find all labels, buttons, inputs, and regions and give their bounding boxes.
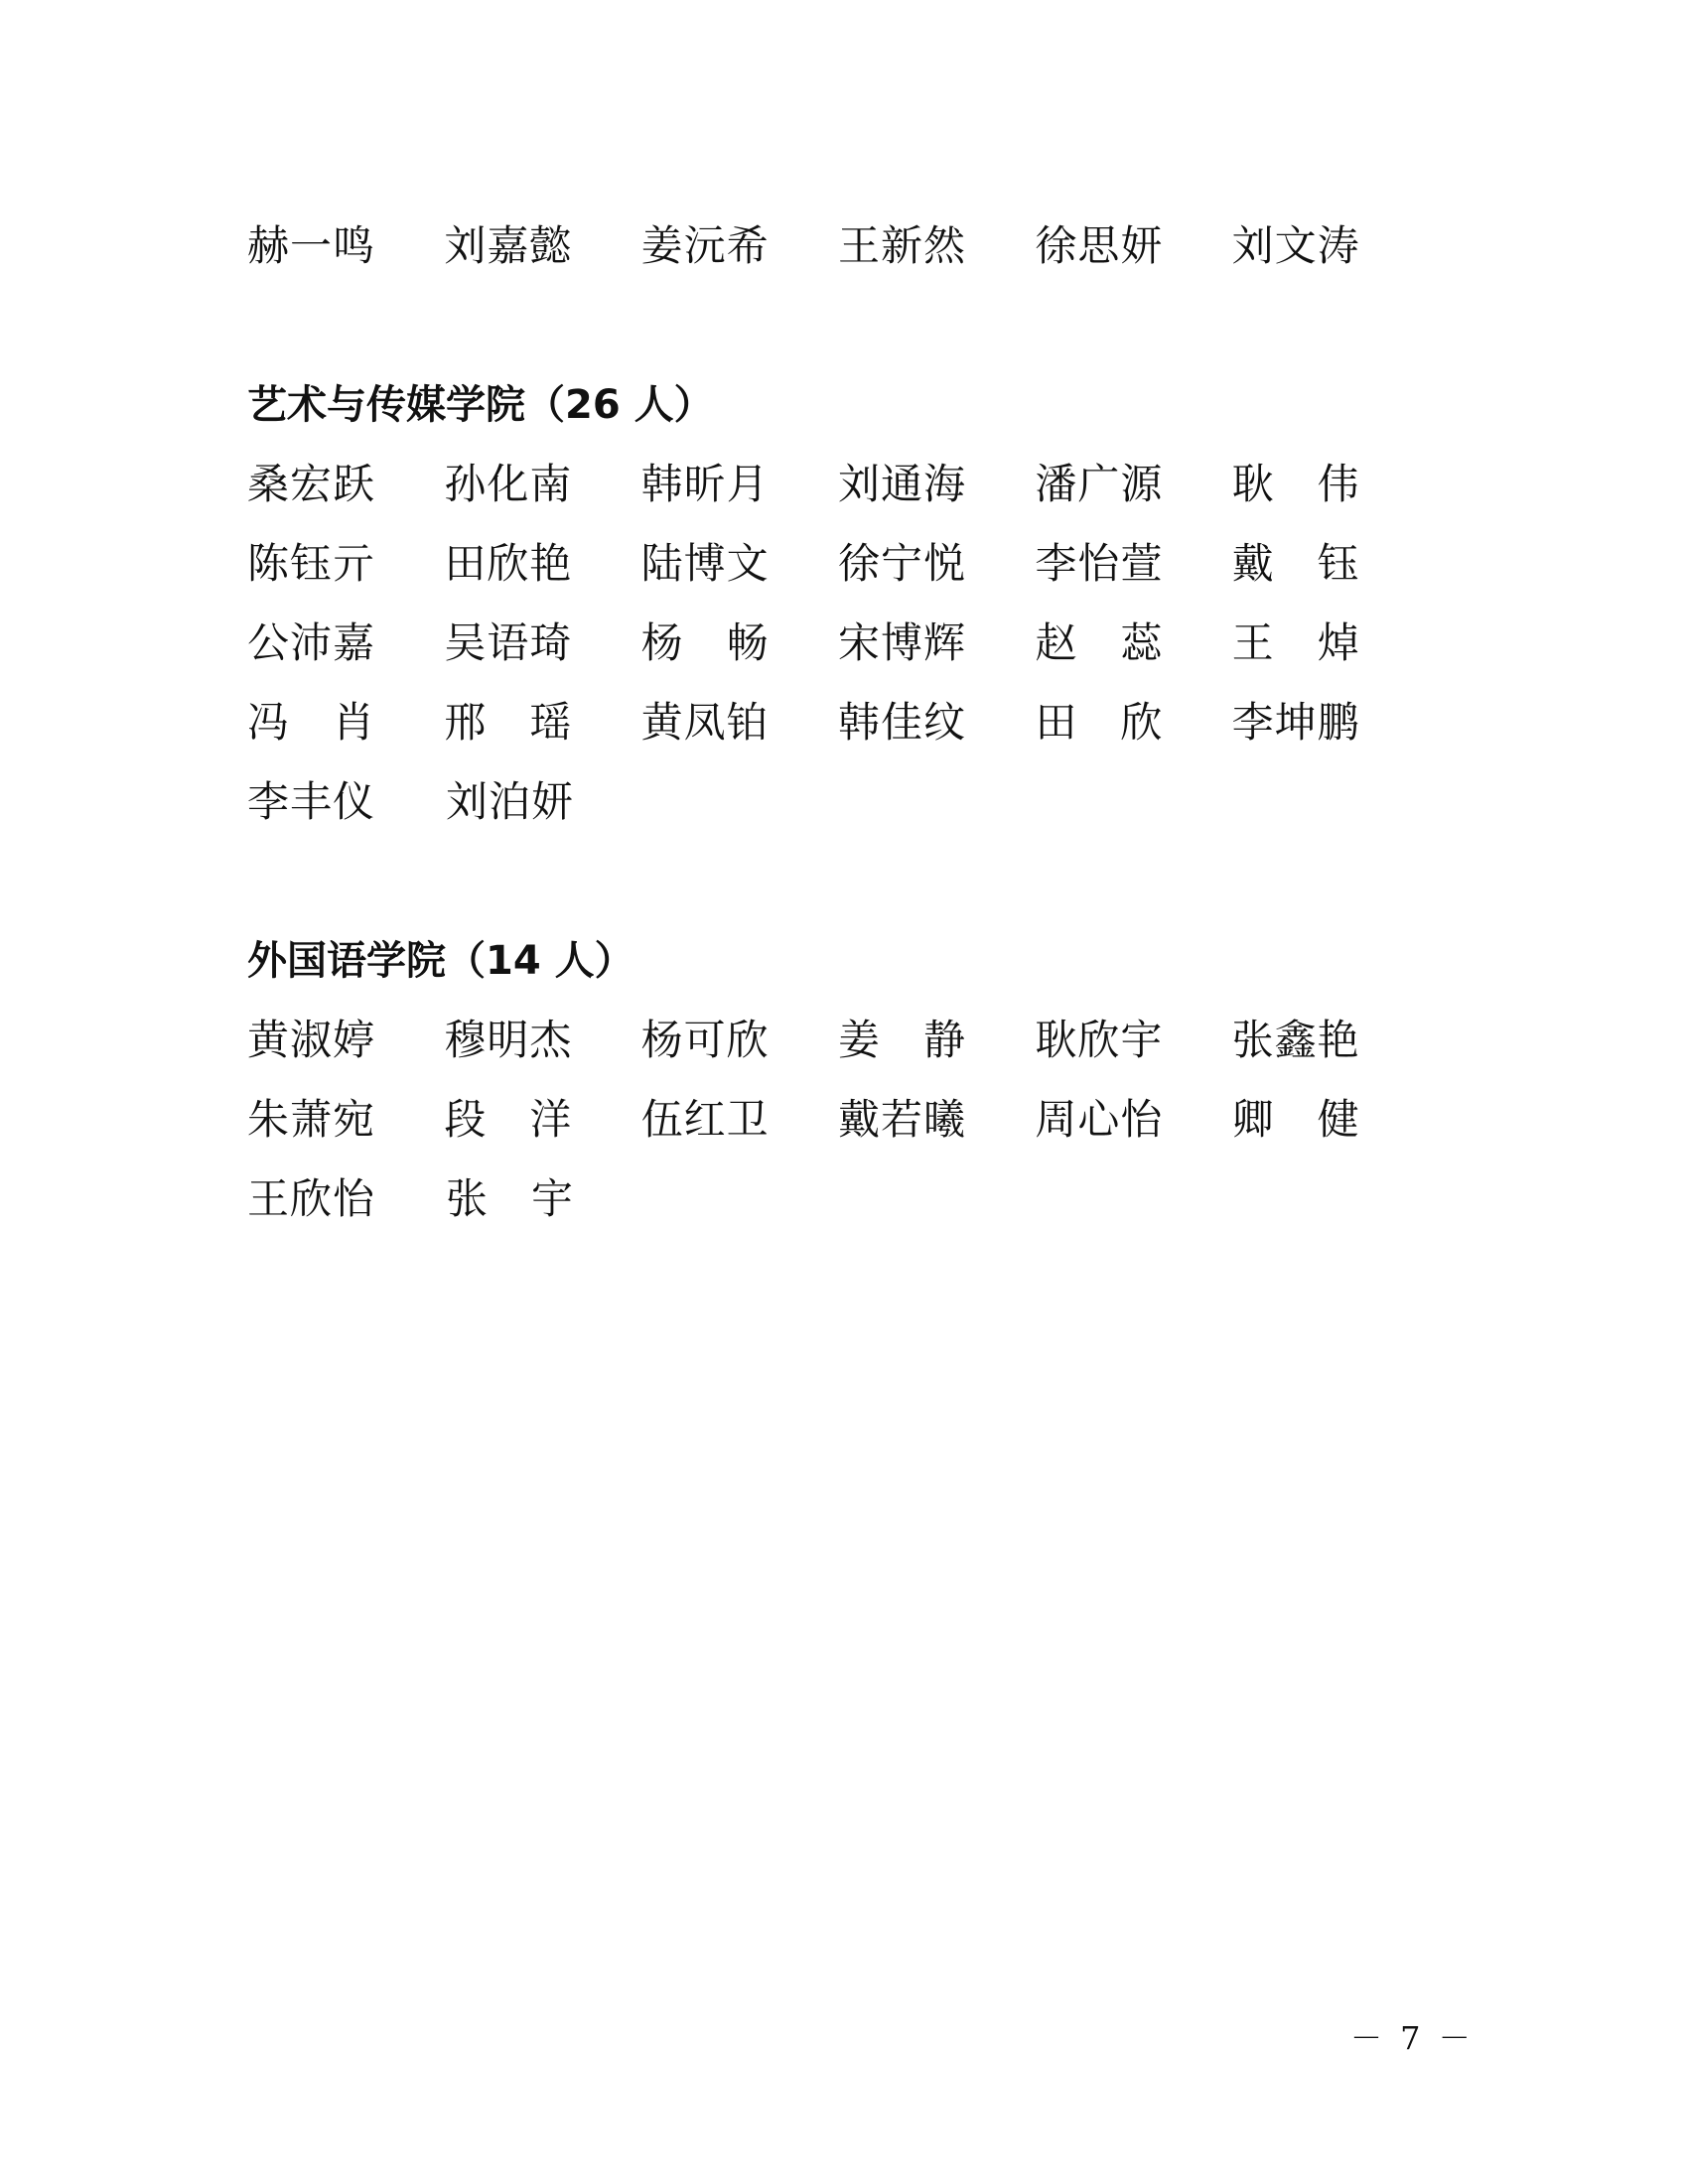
student-name: 姜沅希 — [640, 221, 770, 270]
student-name: 穆明杰 — [444, 1016, 573, 1064]
page-number: － 7 － — [1350, 2019, 1475, 2057]
student-name: 卿 健 — [1231, 1095, 1360, 1144]
name-row — [247, 683, 1429, 762]
college-section — [247, 921, 1429, 1239]
student-name: 戴 钰 — [1231, 539, 1360, 588]
student-name: 孙化南 — [444, 460, 573, 508]
name-row — [247, 762, 1429, 842]
student-name: 田 欣 — [1035, 698, 1164, 747]
college-section — [247, 365, 1429, 842]
student-name: 徐宁悦 — [837, 539, 966, 588]
student-name: 李丰仪 — [247, 777, 376, 826]
name-row — [247, 206, 1429, 286]
student-name: 刘泊妍 — [446, 777, 575, 826]
student-name: 刘嘉懿 — [444, 221, 573, 270]
student-name: 潘广源 — [1035, 460, 1164, 508]
name-row — [247, 1080, 1429, 1160]
student-name: 姜 静 — [837, 1016, 966, 1064]
student-name: 王新然 — [837, 221, 966, 270]
student-name: 徐思妍 — [1035, 221, 1164, 270]
student-name: 陈钰亓 — [247, 539, 376, 588]
student-name: 刘文涛 — [1231, 221, 1360, 270]
student-name: 张 宇 — [446, 1174, 575, 1223]
student-name: 吴语琦 — [444, 618, 573, 667]
student-name: 耿 伟 — [1231, 460, 1360, 508]
student-name: 李坤鹏 — [1231, 698, 1360, 747]
student-name: 黄淑婷 — [247, 1016, 376, 1064]
student-name: 伍红卫 — [640, 1095, 770, 1144]
name-row — [247, 445, 1429, 524]
student-name: 朱萧宛 — [247, 1095, 376, 1144]
student-name: 王欣怡 — [247, 1174, 376, 1223]
student-name: 邢 瑶 — [444, 698, 573, 747]
student-name: 公沛嘉 — [247, 618, 376, 667]
sections-container — [247, 365, 1429, 1239]
student-name: 耿欣宇 — [1035, 1016, 1164, 1064]
student-name: 戴若曦 — [837, 1095, 966, 1144]
student-name: 周心怡 — [1035, 1095, 1164, 1144]
student-name: 冯 肖 — [247, 698, 376, 747]
student-name: 韩佳纹 — [837, 698, 966, 747]
name-list-content — [247, 206, 1429, 1239]
student-name: 李怡萱 — [1035, 539, 1164, 588]
student-name: 桑宏跃 — [247, 460, 376, 508]
student-name: 段 洋 — [444, 1095, 573, 1144]
student-name: 杨 畅 — [640, 618, 770, 667]
student-name: 宋博辉 — [837, 618, 966, 667]
name-row — [247, 1160, 1429, 1239]
student-name: 杨可欣 — [640, 1016, 770, 1064]
student-name: 张鑫艳 — [1231, 1016, 1360, 1064]
student-name: 王 焯 — [1231, 618, 1360, 667]
name-row — [247, 604, 1429, 683]
continued-name-list — [247, 206, 1429, 286]
section-title: 艺术与传媒学院（26 人） — [247, 382, 714, 428]
student-name: 田欣艳 — [444, 539, 573, 588]
student-name: 赵 蕊 — [1035, 618, 1164, 667]
section-title: 外国语学院（14 人） — [247, 938, 634, 984]
name-row — [247, 524, 1429, 604]
student-name: 陆博文 — [640, 539, 770, 588]
student-name: 赫一鸣 — [247, 221, 376, 270]
name-row — [247, 1001, 1429, 1080]
student-name: 黄凤铂 — [640, 698, 770, 747]
student-name: 韩昕月 — [640, 460, 770, 508]
student-name: 刘通海 — [837, 460, 966, 508]
